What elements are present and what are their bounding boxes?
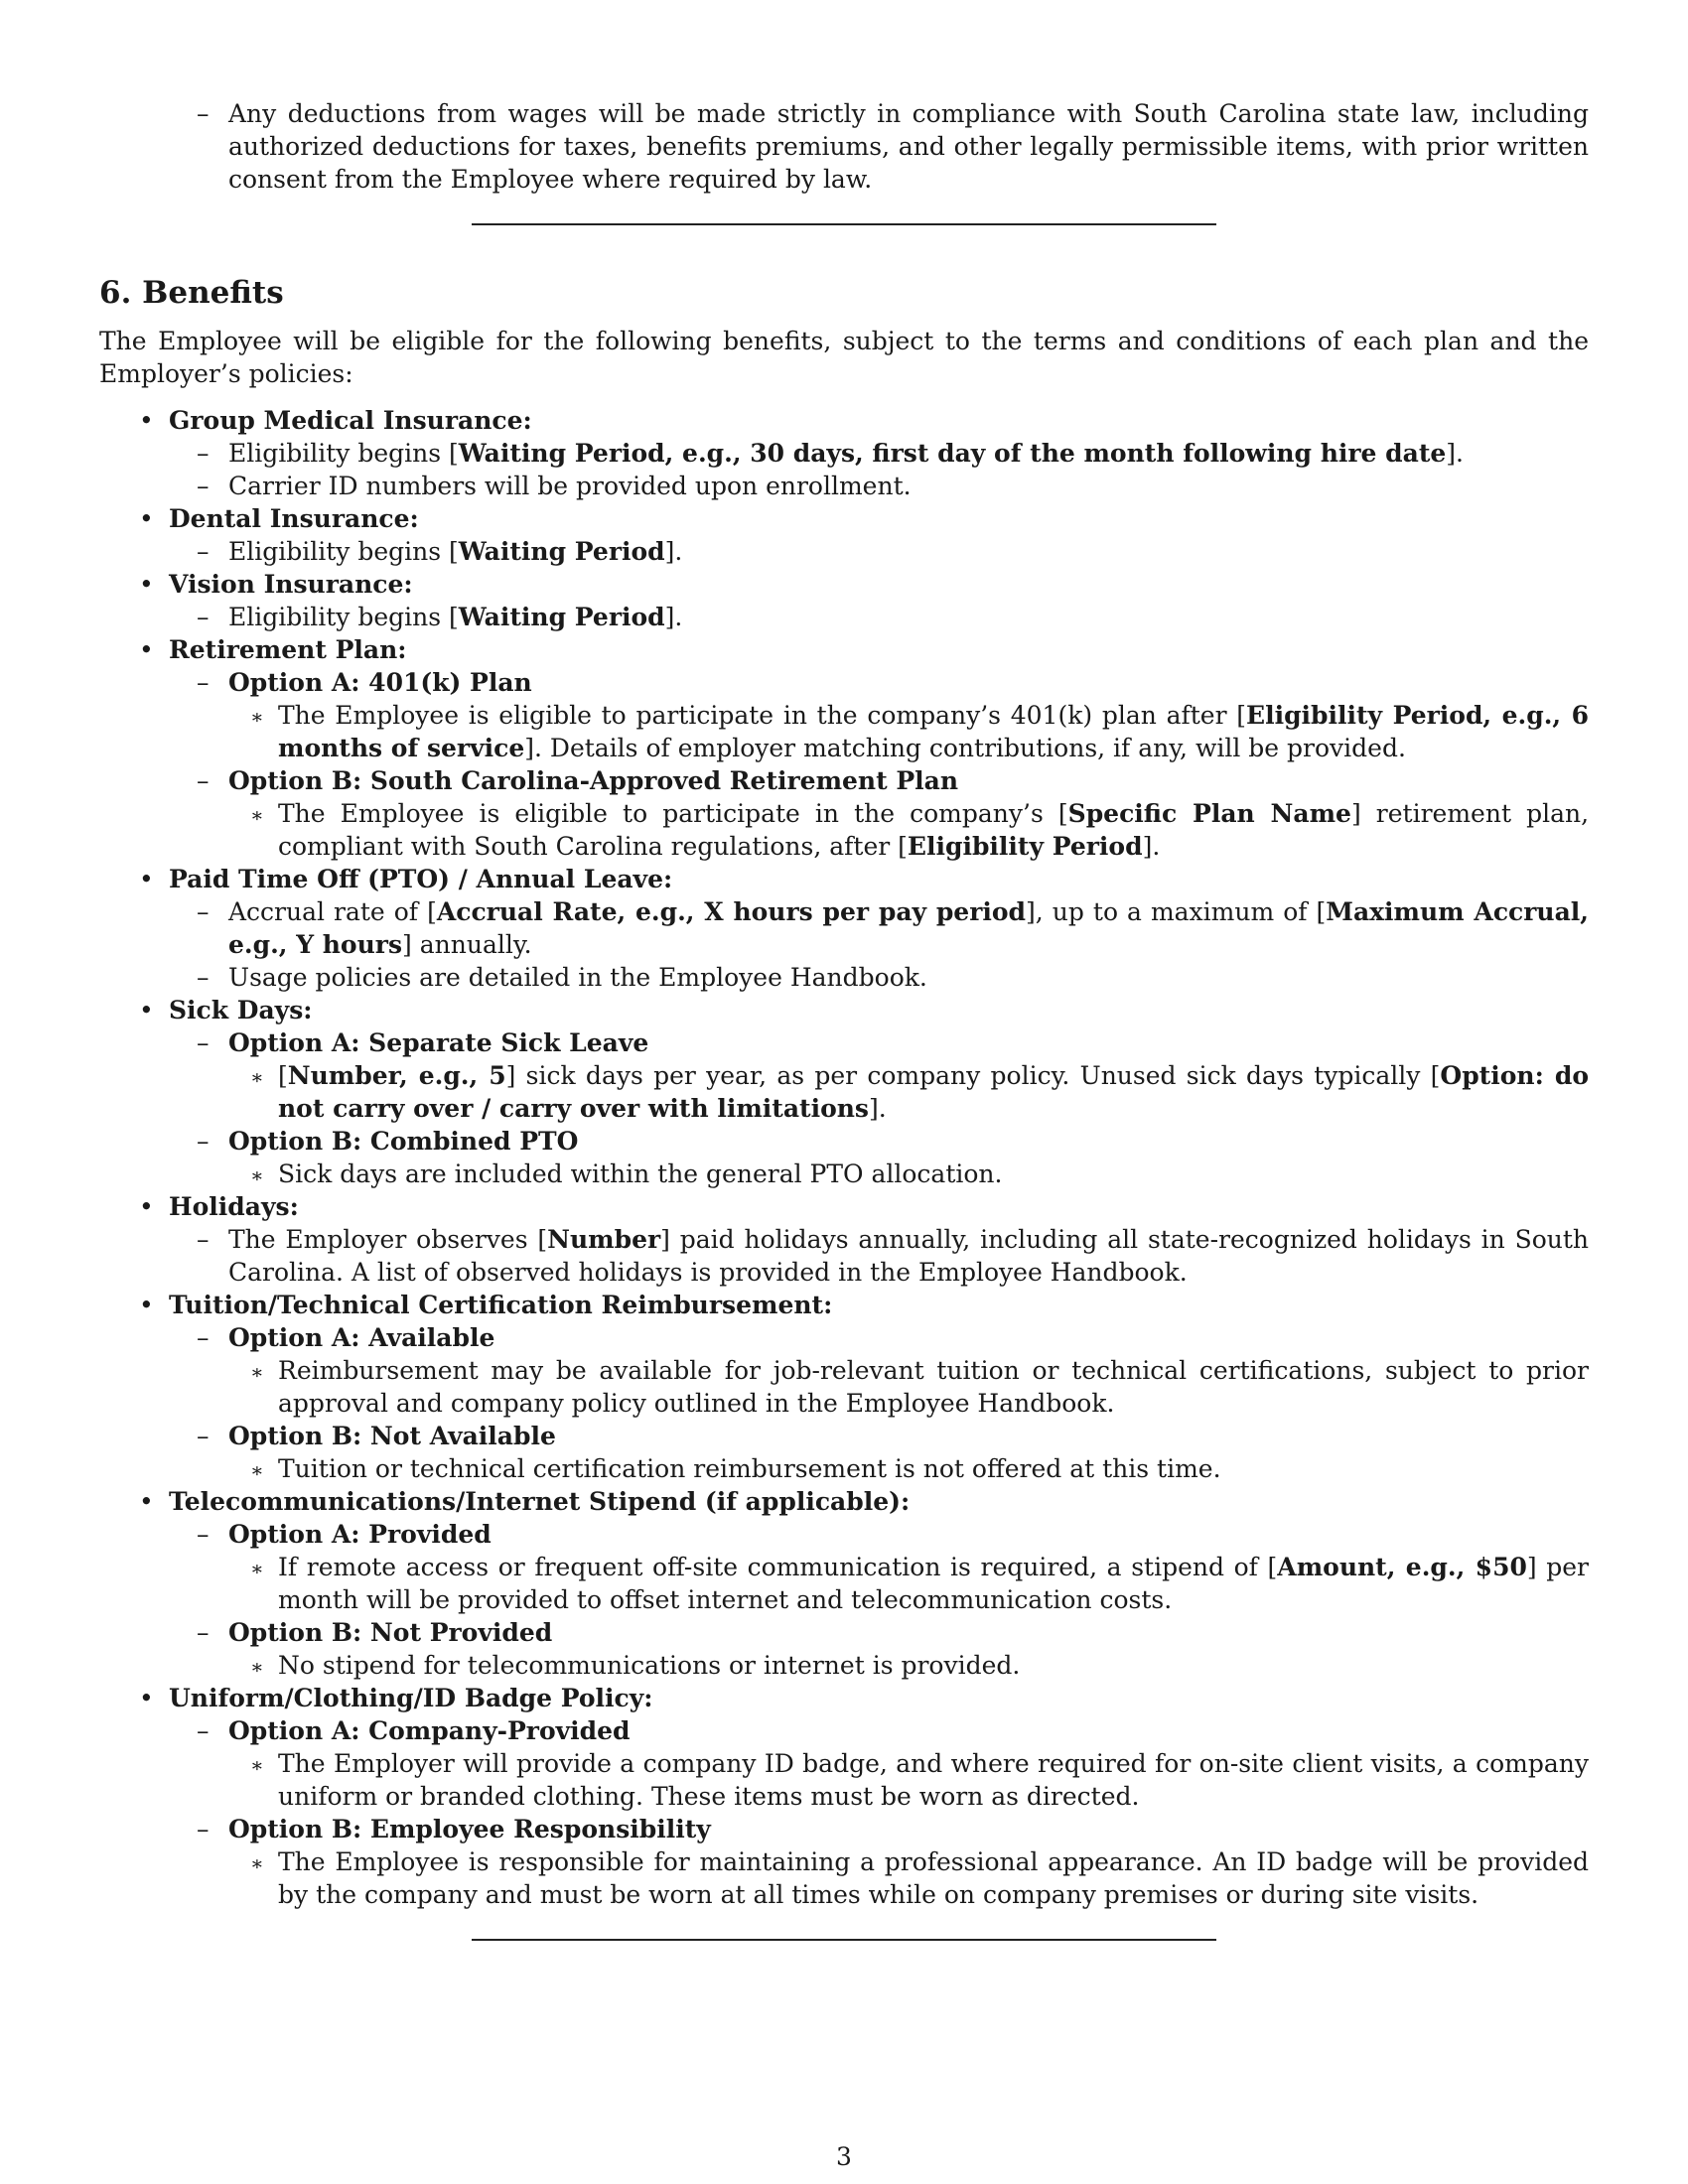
detail-text xyxy=(228,1420,1589,1452)
body-text: ] paid holidays annually, including all state-recognized holidays in South Carolina. A list of observed holidays is provided in the Employee Handbook. xyxy=(228,1225,1589,1287)
benefit-title: Group Medical Insurance: xyxy=(169,406,532,435)
benefit-title: Vision Insurance: xyxy=(169,570,413,599)
body-text: ] per month will be provided to offset internet and telecommunication costs. xyxy=(278,1553,1590,1614)
benefit-detail xyxy=(169,1223,1589,1289)
placeholder-text: Option: do not carry over / carry over with limitations xyxy=(278,1061,1589,1123)
body-text: ]. xyxy=(664,537,683,566)
asterisk-marker: ∗ xyxy=(250,1851,264,1875)
benefit-item xyxy=(99,1190,1589,1289)
bullet-marker: • xyxy=(139,1192,154,1221)
dash-marker: – xyxy=(197,1815,210,1843)
body-text: Eligibility begins [ xyxy=(228,439,459,468)
body-text: Sick days are included within the general PTO allocation. xyxy=(278,1160,1003,1188)
benefit-detail xyxy=(169,470,1589,502)
dash-marker: – xyxy=(197,963,210,992)
asterisk-marker: ∗ xyxy=(250,1753,264,1777)
body-text: The Employer will provide a company ID badge, and where required for on-site client visits, a company uniform or branded clothing. These items must be worn as directed. xyxy=(278,1749,1589,1811)
asterisk-marker: ∗ xyxy=(250,705,264,729)
benefit-detail xyxy=(169,1813,1589,1911)
placeholder-text: Maximum Accrual, e.g., Y hours xyxy=(228,897,1590,959)
option-text xyxy=(278,1551,1589,1616)
body-text: If remote access or frequent off-site communication is required, a stipend of [ xyxy=(278,1553,1278,1581)
dash-marker: – xyxy=(197,897,210,926)
placeholder-text: Option B: South Carolina-Approved Retirement Plan xyxy=(228,766,959,795)
benefit-detail xyxy=(169,1420,1589,1485)
placeholder-text: Waiting Period xyxy=(458,537,665,566)
dash-marker: – xyxy=(197,668,210,697)
body-text: The Employer observes [ xyxy=(228,1225,548,1254)
detail-text xyxy=(228,895,1589,961)
placeholder-text: Option A: Provided xyxy=(228,1520,492,1549)
section-intro: The Employee will be eligible for the following benefits, subject to the terms and conditions of each plan and the Employer’s policies: xyxy=(99,327,1589,388)
option-text xyxy=(278,1747,1589,1813)
dash-marker: – xyxy=(197,1225,210,1254)
body-text: ]. xyxy=(664,603,683,631)
benefit-item xyxy=(99,502,1589,568)
placeholder-text: Waiting Period xyxy=(458,603,665,631)
benefit-detail xyxy=(169,961,1589,994)
option-text xyxy=(278,1158,1589,1190)
option-text xyxy=(278,1845,1589,1911)
asterisk-marker: ∗ xyxy=(250,1360,264,1384)
body-text: [ xyxy=(278,1061,288,1090)
bullet-marker: • xyxy=(139,635,154,664)
body-text: ]. xyxy=(1446,439,1464,468)
benefit-title: Dental Insurance: xyxy=(169,504,419,533)
detail-text xyxy=(228,470,1589,502)
placeholder-text: Number xyxy=(547,1225,661,1254)
body-text: Eligibility begins [ xyxy=(228,603,459,631)
bullet-marker: • xyxy=(139,996,154,1024)
bullet-marker: • xyxy=(139,1291,154,1319)
dash-marker: – xyxy=(197,1028,210,1057)
bullet-marker: • xyxy=(139,1684,154,1712)
benefit-item xyxy=(99,568,1589,633)
placeholder-text: Accrual Rate, e.g., X hours per pay period xyxy=(436,897,1027,926)
option-detail xyxy=(228,1452,1589,1485)
placeholder-text: Option A: Company-Provided xyxy=(228,1716,631,1745)
detail-text xyxy=(228,535,1589,568)
bullet-marker: • xyxy=(139,406,154,435)
body-text: ] annually. xyxy=(402,930,532,959)
benefit-title: Sick Days: xyxy=(169,996,313,1024)
benefit-title: Tuition/Technical Certification Reimbursement: xyxy=(169,1291,833,1319)
benefit-item xyxy=(99,1289,1589,1485)
body-text: Eligibility begins [ xyxy=(228,537,459,566)
asterisk-marker: ∗ xyxy=(250,1458,264,1482)
dash-marker: – xyxy=(197,472,210,500)
placeholder-text: Specific Plan Name xyxy=(1067,799,1351,828)
option-text xyxy=(278,1452,1589,1485)
detail-text xyxy=(228,1518,1589,1551)
benefit-detail xyxy=(169,666,1589,764)
benefit-detail xyxy=(169,1714,1589,1813)
placeholder-text: Option B: Combined PTO xyxy=(228,1127,579,1156)
page-number: 3 xyxy=(836,2142,852,2171)
section-divider xyxy=(472,223,1216,225)
placeholder-text: Eligibility Period, e.g., 6 months of service xyxy=(278,701,1590,762)
detail-text xyxy=(228,1125,1589,1158)
option-detail xyxy=(228,797,1589,863)
option-text xyxy=(278,797,1589,863)
dash-marker: – xyxy=(197,439,210,468)
body-text: Accrual rate of [ xyxy=(228,897,437,926)
body-text: The Employee is eligible to participate in the company’s 401(k) plan after [ xyxy=(278,701,1247,730)
benefit-title: Retirement Plan: xyxy=(169,635,407,664)
detail-text xyxy=(228,1026,1589,1059)
body-text: The Employee is responsible for maintaining a professional appearance. An ID badge will be provided by the company and must be worn at all times while on company premises or during site visits. xyxy=(278,1847,1589,1909)
benefit-item xyxy=(99,1485,1589,1682)
placeholder-text: Option B: Not Available xyxy=(228,1422,556,1450)
detail-text xyxy=(228,601,1589,633)
detail-text xyxy=(228,437,1589,470)
detail-text xyxy=(228,1813,1589,1845)
benefit-detail xyxy=(169,1518,1589,1616)
continuation-item xyxy=(99,97,1589,196)
benefit-title: Uniform/Clothing/ID Badge Policy: xyxy=(169,1684,653,1712)
asterisk-marker: ∗ xyxy=(250,1655,264,1679)
section-heading: 6. Benefits xyxy=(99,275,284,311)
option-detail xyxy=(228,1649,1589,1682)
option-text xyxy=(278,1059,1589,1125)
benefit-detail xyxy=(169,1616,1589,1682)
asterisk-marker: ∗ xyxy=(250,1163,264,1187)
option-text xyxy=(278,1649,1589,1682)
detail-text xyxy=(228,1616,1589,1649)
body-text: The Employee is eligible to participate in the company’s [ xyxy=(278,799,1068,828)
body-text: ], up to a maximum of [ xyxy=(1026,897,1327,926)
benefit-title: Paid Time Off (PTO) / Annual Leave: xyxy=(169,865,673,893)
body-text: ]. xyxy=(869,1094,887,1123)
option-detail xyxy=(228,1551,1589,1616)
detail-text xyxy=(228,764,1589,797)
detail-text xyxy=(228,1223,1589,1289)
benefit-detail xyxy=(169,895,1589,961)
body-text: No stipend for telecommunications or internet is provided. xyxy=(278,1651,1021,1680)
bullet-marker: • xyxy=(139,504,154,533)
dash-marker: – xyxy=(197,1422,210,1450)
benefit-detail xyxy=(169,1125,1589,1190)
bullet-marker: • xyxy=(139,1487,154,1516)
dash-marker: – xyxy=(197,537,210,566)
benefit-detail xyxy=(169,437,1589,470)
body-text: ]. Details of employer matching contributions, if any, will be provided. xyxy=(524,734,1406,762)
option-text xyxy=(278,1354,1589,1420)
benefit-title: Telecommunications/Internet Stipend (if applicable): xyxy=(169,1487,911,1516)
bullet-marker: • xyxy=(139,865,154,893)
body-text: Any deductions from wages will be made strictly in compliance with South Carolina state law, including authorized deductions for taxes, benefits premiums, and other legally permissible items, with prior written consent from the Employee where required by law. xyxy=(228,99,1589,194)
placeholder-text: Option A: Available xyxy=(228,1323,495,1352)
benefit-item xyxy=(99,863,1589,994)
option-detail xyxy=(228,1747,1589,1813)
dash-marker: – xyxy=(197,1323,210,1352)
placeholder-text: Waiting Period, e.g., 30 days, first day of the month following hire date xyxy=(458,439,1447,468)
detail-text xyxy=(228,1321,1589,1354)
benefit-item xyxy=(99,994,1589,1190)
benefit-detail xyxy=(169,601,1589,633)
benefit-item xyxy=(99,404,1589,502)
benefit-detail xyxy=(169,1321,1589,1420)
body-text: Usage policies are detailed in the Employee Handbook. xyxy=(228,963,927,992)
option-detail xyxy=(228,1845,1589,1911)
dash-marker: – xyxy=(197,1716,210,1745)
placeholder-text: Option A: 401(k) Plan xyxy=(228,668,532,697)
continuation-text xyxy=(228,97,1589,196)
placeholder-text: Option A: Separate Sick Leave xyxy=(228,1028,649,1057)
bullet-marker: • xyxy=(139,570,154,599)
asterisk-marker: ∗ xyxy=(250,1065,264,1089)
benefits-list xyxy=(99,404,1589,1911)
document-page xyxy=(99,97,1589,1941)
placeholder-text: Number, e.g., 5 xyxy=(287,1061,506,1090)
dash-marker: – xyxy=(197,766,210,795)
asterisk-marker: ∗ xyxy=(250,1557,264,1580)
detail-text xyxy=(228,666,1589,699)
dash-marker: – xyxy=(197,1618,210,1647)
dash-marker: – xyxy=(197,1520,210,1549)
benefit-detail xyxy=(169,1026,1589,1125)
benefit-detail xyxy=(169,535,1589,568)
body-text: Carrier ID numbers will be provided upon enrollment. xyxy=(228,472,912,500)
placeholder-text: Option B: Not Provided xyxy=(228,1618,553,1647)
body-text: ] sick days per year, as per company policy. Unused sick days typically [ xyxy=(505,1061,1441,1090)
body-text: Tuition or technical certification reimbursement is not offered at this time. xyxy=(278,1454,1221,1483)
asterisk-marker: ∗ xyxy=(250,803,264,827)
dash-marker: – xyxy=(197,603,210,631)
closing-divider xyxy=(472,1939,1216,1941)
benefit-detail xyxy=(169,764,1589,863)
benefit-title: Holidays: xyxy=(169,1192,299,1221)
body-text: Reimbursement may be available for job-relevant tuition or technical certifications, subject to prior approval and company policy outlined in the Employee Handbook. xyxy=(278,1356,1589,1418)
option-text xyxy=(278,699,1589,764)
placeholder-text: Eligibility Period xyxy=(907,832,1143,861)
detail-text xyxy=(228,1714,1589,1747)
placeholder-text: Option B: Employee Responsibility xyxy=(228,1815,711,1843)
body-text: ]. xyxy=(1142,832,1161,861)
detail-text xyxy=(228,961,1589,994)
dash-marker: – xyxy=(197,99,210,128)
body-text: ] retirement plan, compliant with South Carolina regulations, after [ xyxy=(278,799,1590,861)
placeholder-text: Amount, e.g., $50 xyxy=(1277,1553,1527,1581)
option-detail xyxy=(228,699,1589,764)
dash-marker: – xyxy=(197,1127,210,1156)
option-detail xyxy=(228,1158,1589,1190)
benefit-item xyxy=(99,633,1589,863)
option-detail xyxy=(228,1354,1589,1420)
option-detail xyxy=(228,1059,1589,1125)
benefit-item xyxy=(99,1682,1589,1911)
